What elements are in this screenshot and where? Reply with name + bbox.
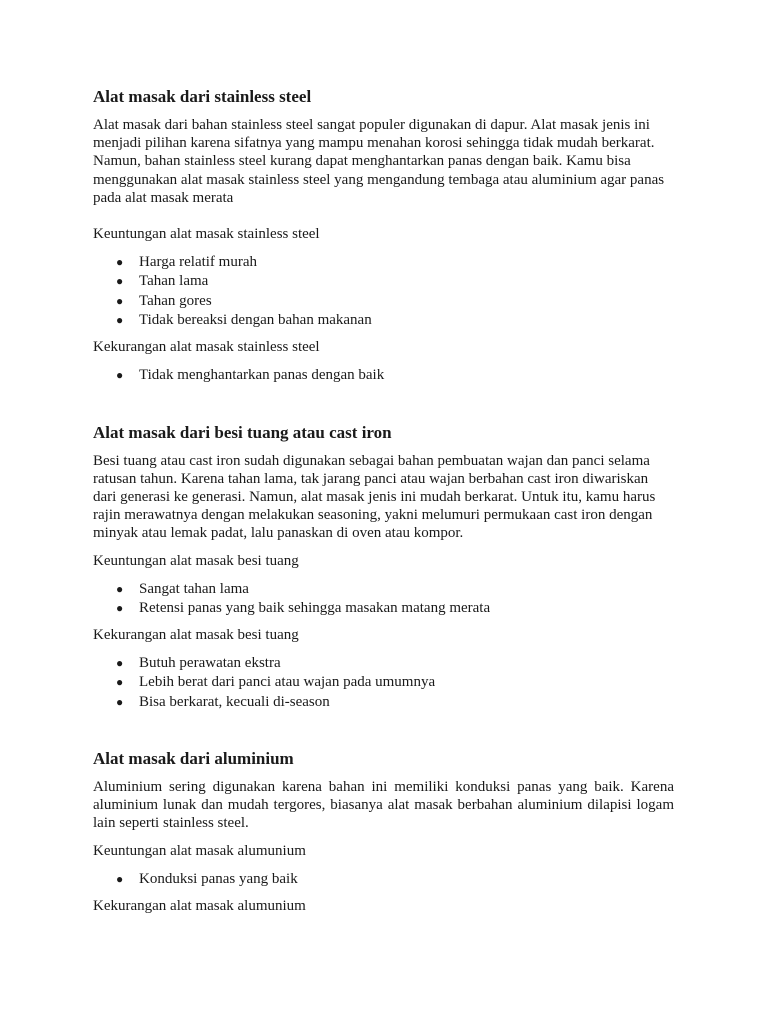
list-item: ● Tahan lama [139, 272, 674, 291]
cons-label-stainless-steel: Kekurangan alat masak stainless steel [93, 339, 320, 356]
bullet-icon: ● [116, 293, 124, 308]
list-item: ● Lebih berat dari panci atau wajan pada umumnya [139, 673, 674, 692]
bullet-icon: ● [116, 656, 124, 671]
list-item: ● Tahan gores [139, 292, 674, 311]
cons-label-aluminium: Kekurangan alat masak alumunium [93, 897, 306, 914]
bullet-icon: ● [116, 675, 124, 690]
section-heading-stainless-steel: Alat masak dari stainless steel [93, 87, 312, 106]
list-item: ● Tidak bereaksi dengan bahan makanan [139, 311, 674, 330]
section-paragraph-stainless-steel: Alat masak dari bahan stainless steel sangat populer digunakan di dapur. Alat masak jenis ini menjadi pilihan karena sifatnya yang mampu menahan korosi sehingga tidak mudah berkarat. Namun, bahan stainless steel kurang dapat menghantarkan panas dengan baik. Kamu bisa menggunakan alat masak stainless steel yang mengandung tembaga atau aluminium agar panas pada alat masak merata [93, 117, 665, 206]
bullet-icon: ● [116, 255, 124, 270]
list-item: ● Butuh perawatan ekstra [139, 654, 674, 673]
bullet-icon: ● [116, 581, 124, 596]
bullet-icon: ● [116, 694, 124, 709]
bullet-icon: ● [116, 600, 124, 615]
pros-label-cast-iron: Keuntungan alat masak besi tuang [93, 552, 299, 569]
list-item: ● Bisa berkarat, kecuali di-season [139, 693, 674, 712]
pros-label-aluminium: Keuntungan alat masak alumunium [93, 842, 306, 859]
cons-list-cast-iron [93, 654, 674, 712]
list-item: ● Tidak menghantarkan panas dengan baik [139, 366, 674, 385]
section-heading-cast-iron: Alat masak dari besi tuang atau cast iron [93, 422, 392, 442]
bullet-icon: ● [116, 871, 124, 886]
bullet-icon: ● [116, 368, 124, 383]
section-paragraph-cast-iron: Besi tuang atau cast iron sudah digunakan sebagai bahan pembuatan wajan dan panci selama ratusan tahun. Karena tahan lama, tak jarang panci atau wajan berbahan cast iron diwariskan dari generasi ke generasi. Namun, alat masak jenis ini mudah berkarat. Untuk itu, kamu harus rajin merawatnya dengan melakukan seasoning, yakni melumuri permukaan cast iron dengan minyak atau lemak padat, lalu panaskan di oven atau kompor. [93, 452, 656, 542]
section-paragraph-aluminium: Aluminium sering digunakan karena bahan ini memiliki konduksi panas yang baik. Karena aluminium lunak dan mudah tergores, biasanya alat masak berbahan aluminium dilapisi logam lain seperti stainless steel. [93, 779, 674, 832]
pros-list-stainless-steel [93, 253, 674, 330]
pros-list-cast-iron [93, 580, 674, 619]
list-item: ● Konduksi panas yang baik [139, 870, 674, 889]
pros-list-aluminium [93, 870, 674, 889]
list-item: ● Harga relatif murah [139, 253, 674, 272]
list-item: ● Retensi panas yang baik sehingga masakan matang merata [139, 599, 674, 618]
list-item: ● Sangat tahan lama [139, 580, 674, 599]
cons-list-stainless-steel [93, 366, 674, 385]
cons-label-cast-iron: Kekurangan alat masak besi tuang [93, 627, 299, 644]
bullet-icon: ● [116, 312, 124, 327]
document-page [93, 86, 674, 915]
section-heading-aluminium: Alat masak dari aluminium [93, 749, 294, 768]
bullet-icon: ● [116, 274, 124, 289]
pros-label-stainless-steel: Keuntungan alat masak stainless steel [93, 226, 320, 243]
